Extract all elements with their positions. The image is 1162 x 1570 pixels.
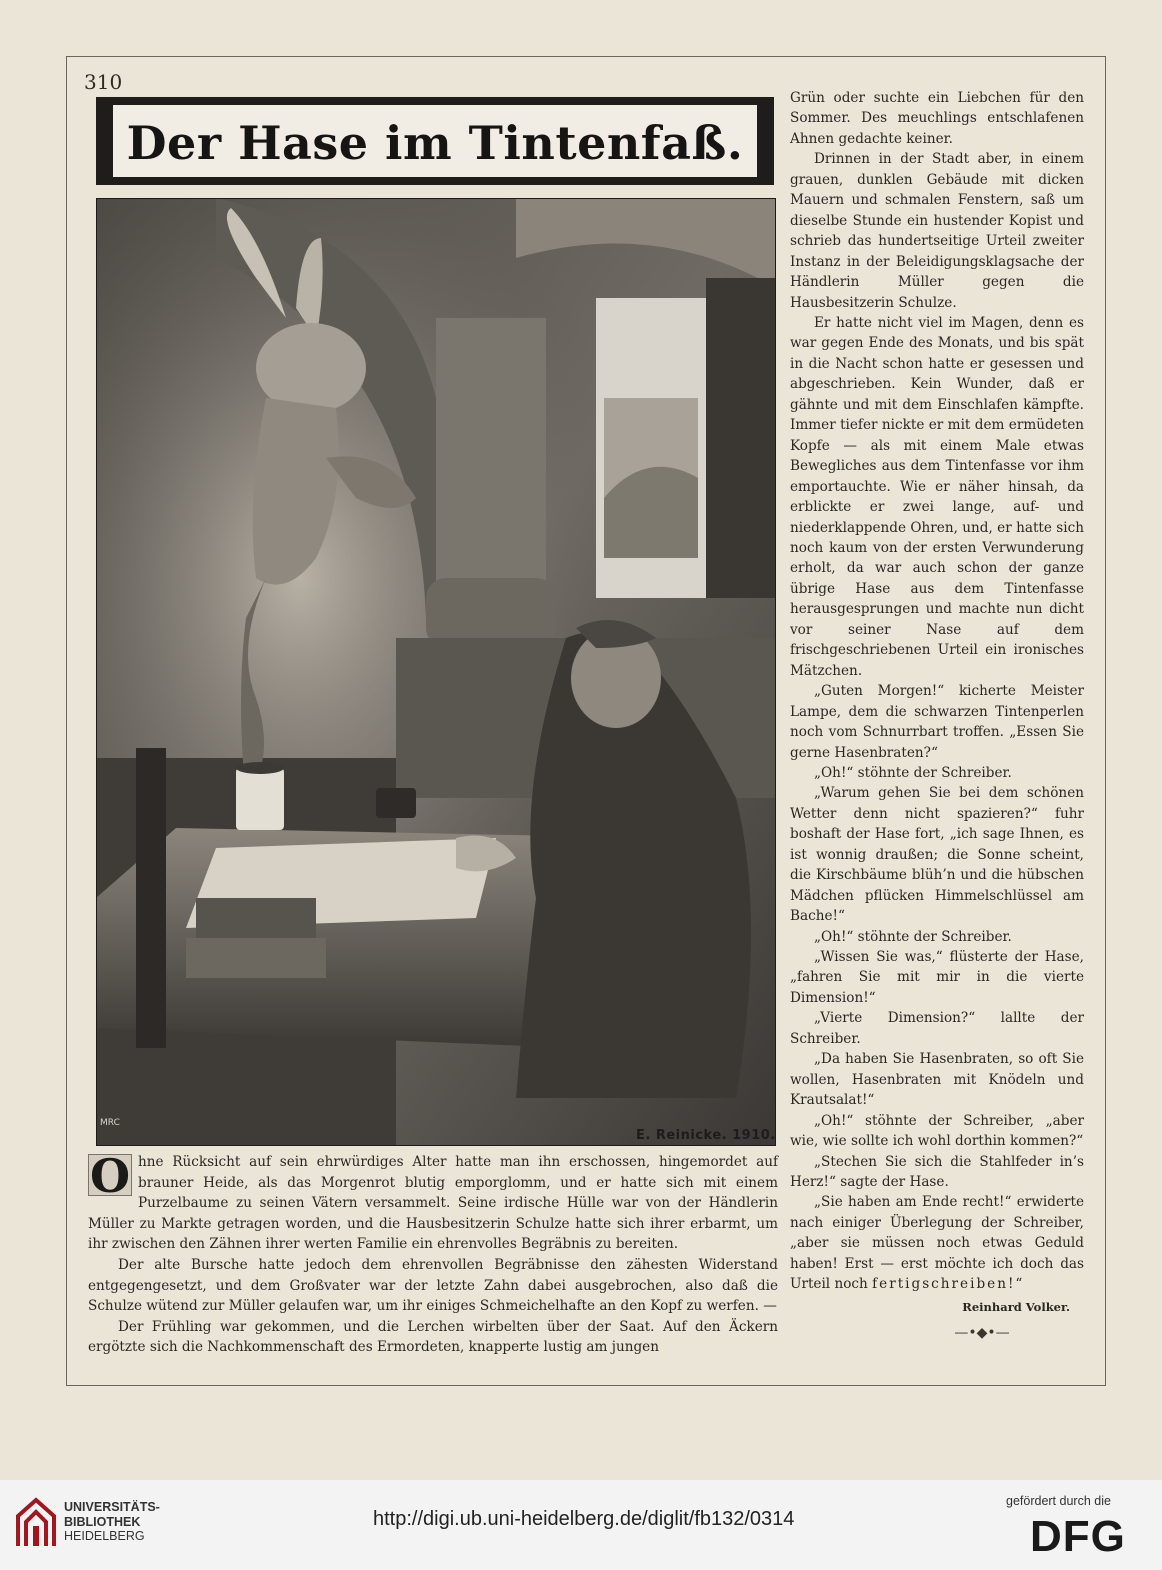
artist-monogram: MRC bbox=[100, 1118, 120, 1128]
university-library-logo-icon[interactable] bbox=[14, 1496, 58, 1550]
library-line-1: UNIVERSITÄTS- bbox=[64, 1500, 160, 1514]
paragraph-1-text: hne Rücksicht auf sein ehrwürdiges Alter hatte man ihn erschossen, hingemordet auf brauner Heide, als das Morgenrot blutig emporglomm, und er hatte sich mit einem Purzelbaume zu seinen Vätern versammelt. Seine irdische Hülle war von der Händlerin Müller zu Markte getragen worden, und die Hausbesitzerin Schulze hatte sich ihrer erbarmt, um ihr zwischen den Zähnen ihrer werten Familie ein ehrenvolles Begräbnis zu bereiten. bbox=[88, 1154, 778, 1253]
dfg-logo[interactable]: DFG bbox=[1030, 1512, 1126, 1561]
library-line-3: HEIDELBERG bbox=[64, 1529, 145, 1543]
title-plate bbox=[113, 105, 758, 177]
right-paragraph-3: Er hatte nicht viel im Magen, denn es war gegen Ende des Monats, und bis spät in die Nacht schon hatte er gesessen und abgeschrieben. Kein Wunder, daß er gähnte und mit dem Einschlafen kämpfte. Immer tiefer nickte er mit dem ermüdeten Kopfe — als mit einem Male etwas Bewegliches aus dem Tintenfasse vor ihm emportauchte. Wie er näher hinsah, da erblickte er zwei lange, auf- und niederklappende Ohren, und, er hatte sich noch kaum von der ersten Verwunderung erholt, da war auch schon der ganze übrige Hase aus dem Tintenfasse herausgesprungen und machte nun dicht vor seiner Nase auf dem frischgeschriebenen Urteil ein ironisches Mätzchen. bbox=[790, 314, 1084, 679]
document-url-link[interactable]: http://digi.ub.uni-heidelberg.de/diglit/fb132/0314 bbox=[373, 1508, 795, 1530]
paragraph-3: Der Frühling war gekommen, und die Lerchen wirbelten über der Saat. Auf den Äckern ergötzte sich die Nachkommenschaft des Ermordeten, knapperte lustig am jungen bbox=[88, 1318, 778, 1356]
right-paragraph-8: „Wissen Sie was,“ flüsterte der Hase, „fahren Sie mit mir in die vierte Dimension!“ bbox=[790, 949, 1084, 1006]
right-paragraph-13-text: „Sie haben am Ende recht!“ erwiderte nach einiger Überlegung der Schreiber, „aber sie müssen noch etwas Geduld haben! Erst — erst möchte ich doch das Urteil noch bbox=[790, 1194, 1084, 1293]
library-name[interactable] bbox=[64, 1500, 160, 1544]
right-paragraph-5: „Oh!“ stöhnte der Schreiber. bbox=[814, 764, 1012, 781]
end-ornament: —•◆•— bbox=[954, 1325, 1010, 1342]
right-paragraph-10: „Da haben Sie Hasenbraten, so oft Sie wollen, Hasenbraten mit Knödeln und Krautsalat!“ bbox=[790, 1051, 1084, 1109]
dropcap: O bbox=[89, 1149, 131, 1203]
page-title: Der Hase im Tintenfaß. bbox=[126, 116, 744, 170]
illustration bbox=[96, 198, 776, 1146]
footer-bar bbox=[0, 1480, 1162, 1570]
right-paragraph-13 bbox=[790, 1192, 1084, 1294]
illustration-drawing bbox=[96, 198, 776, 1146]
right-text-column bbox=[790, 88, 1084, 1344]
right-paragraph-9: „Vierte Dimension?“ lallte der Schreiber. bbox=[790, 1010, 1084, 1047]
spaced-final-words: fertigschreiben!“ bbox=[872, 1276, 1025, 1293]
right-paragraph-4: „Guten Morgen!“ kicherte Meister Lampe, dem die schwarzen Tintenperlen noch vom Schnurrbart troffen. „Essen Sie gerne Hasenbraten?“ bbox=[790, 683, 1084, 761]
library-line-2: BIBLIOTHEK bbox=[64, 1514, 141, 1529]
author-signature: Reinhard Volker. bbox=[962, 1299, 1070, 1314]
right-paragraph-1: Grün oder suchte ein Liebchen für den Sommer. Des meuchlings entschlafenen Ahnen gedachte keiner. bbox=[790, 90, 1084, 147]
main-text-column bbox=[88, 1149, 778, 1358]
title-banner bbox=[96, 97, 774, 185]
right-paragraph-2: Drinnen in der Stadt aber, in einem grauen, dunklen Gebäude mit dicken Mauern und schmalen Fenstern, saß um dieselbe Stunde ein hustender Kopist und schrieb das hundertseitige Urteil zweiter Instanz in der Beleidigungsklagsache der Händlerin Müller gegen die Hausbesitzerin Schulze. bbox=[790, 151, 1084, 311]
artist-signature: E. Reinicke. 1910. bbox=[636, 1128, 776, 1143]
right-paragraph-12: „Stechen Sie sich die Stahlfeder in’s Herz!“ sagte der Hase. bbox=[790, 1153, 1084, 1191]
page-number: 310 bbox=[84, 70, 123, 94]
right-paragraph-7: „Oh!“ stöhnte der Schreiber. bbox=[814, 928, 1012, 945]
paragraph-2: Der alte Bursche hatte jedoch dem ehrenvollen Begräbnisse den zähesten Widerstand entgegengesetzt, und dem Großvater war der letzte Zahn dabei ausgebrochen, also daß die Schulze wütend zur Müller gelaufen war, um ihr einiges Schmeichelhafte an den Kopf zu werfen. — bbox=[88, 1256, 778, 1315]
paragraph-1 bbox=[88, 1149, 778, 1255]
sponsor-text: gefördert durch die bbox=[1006, 1494, 1111, 1508]
right-paragraph-11: „Oh!“ stöhnte der Schreiber, „aber wie, wie sollte ich wohl dorthin kommen?“ bbox=[790, 1112, 1084, 1150]
right-paragraph-6: „Warum gehen Sie bei dem schönen Wetter denn nicht spazieren?“ fuhr boshaft der Hase fort, „ich sage Ihnen, es ist wonnig draußen; die Sonne scheint, die Kirschbäume blüh’n und die hübschen Mädchen pflücken Himmelschlüssel am Bache!“ bbox=[790, 785, 1084, 925]
